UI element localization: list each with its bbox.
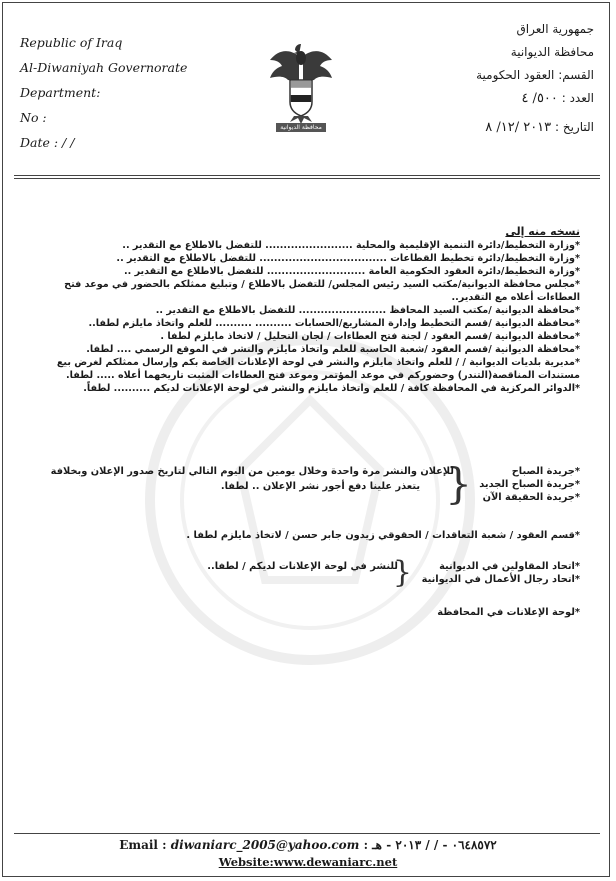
newspaper-item: *جريدة الحقيقة الآن [482,492,580,503]
distribution-heading: نسخه منه إلى [505,225,580,238]
footer-phone [364,838,497,852]
newspapers-note: يتعذر علينا دفع أجور نشر الإعلان .. لطفا. [220,481,420,492]
recipient-line: *الدوائر المركزية في المحافظة كافة / للعلم واتخاذ مايلزم والنشر في لوحة الإعلانات لديكم .......... لطفاً. [83,383,580,394]
header-ar-number-row [394,87,594,110]
newspaper-names [479,465,580,504]
union-names [422,560,580,586]
union-item: *اتحاد رجال الأعمال في الديوانية [421,574,580,585]
iraq-eagle-emblem-icon [268,38,334,128]
header-en-governorate: Al-Diwaniyah Governorate [20,60,188,75]
header-ar-date-label: التاريخ : [554,120,594,134]
recipient-line: *مديرية بلديات الديوانية / / للعلم واتخاذ مايلزم والنشر في لوحة الإعلانات الخاصة بكم وإرسال ممثلكم لغرض بيع مستندات المناقصة(التندر) وحضوركم في موعد المؤتمر وموعد فتح العطاءات المثبت تاريخهما أعلاه ..... لطفا. [56,357,580,381]
unions-group [40,555,580,590]
footer-phone-label: هـ : [363,838,383,852]
distribution-list [40,225,580,395]
footer-website: Website:www.dewaniarc.net [218,855,398,869]
footer-contact [0,838,616,852]
header-ar-number-label: العدد : [561,91,594,105]
recipient-line: *مجلس محافظة الديوانية/مكتب السيد رئيس المجلس/ للتفضل بالاطلاع / وتبليغ ممثلكم بالحضور في موعد فتح العطاءات أعلاه مع التقدير.. [64,279,580,303]
recipient-line: *محافظة الديوانية /مكتب السيد المحافظ ........................ للتفضل بالاطلاع مع التقدير .. [155,305,580,316]
unions-note: للنشر في لوحة الإعلانات لديكم / لطفا.. [207,561,398,572]
header-en-department: Department: [20,85,101,100]
newspapers-note: للإعلان والنشر مرة واحدة وخلال يومين من اليوم التالي لتاريخ صدور الإعلان وبخلافة [50,466,454,477]
contracts-line: *قسم العقود / شعبة التعاقدات / الحقوقي زيدون جابر حسن / لاتخاذ مايلزم لطفا . [186,530,580,541]
newspaper-item: *جريدة الصباح الجديد [479,479,580,490]
header-en-country: Republic of Iraq [20,35,123,50]
emblem-caption: محافظة الديوانية [276,123,326,132]
bulletin-board-line: *لوحة الإعلانات في المحافظة [437,607,580,618]
header-english [20,30,220,155]
newspapers-brace: { [445,459,472,508]
header-divider-top [14,175,600,176]
footer-phone-value: ٠٦٤٨٥٧٢ - / / ٢٠١٣ - [386,838,497,852]
unions-brace: { [392,555,412,590]
header-ar-number-value: ٥٠٠/ ٤ [521,91,558,106]
union-item: *اتحاد المقاولين في الديوانية [439,561,580,572]
header-en-number: No : [20,110,47,125]
header-arabic [394,18,594,139]
header-ar-date-value: ٢٠١٣ /١٢/ ٨ [485,120,552,135]
recipient-line: *محافظة الديوانية /قسم العقود /شعبة الحاسبة للعلم واتخاذ مايلزم والنشر في الموقع الرسمي .... لطفا. [86,344,580,355]
newspapers-group [40,459,580,513]
recipient-line: *وزارة التخطيط/دائرة العقود الحكومية العامة ........................... للتفضل بالاطلاع مع التقدير .. [123,266,580,277]
footer-email: diwaniarc_2005@yahoo.com [170,838,360,852]
footer-email-label: Email : [119,838,171,852]
header-ar-governorate: محافظة الديوانية [510,45,594,59]
newspaper-item: *جريدة الصباح [511,466,580,477]
header-en-date: Date : / / [20,135,75,150]
recipient-line: *محافظة الديوانية /قسم التخطيط وإدارة المشاريع/الحسابات .......... .......... للعلم واتخاذ مايلزم لطفا.. [88,318,580,329]
header-ar-date-row [394,116,594,139]
header-divider-bottom [14,178,600,179]
header-ar-department: القسم: العقود الحكومية [476,68,594,82]
recipient-line: *وزارة التخطيط/دائرة تخطيط القطاعات ................................... للتفضل بالاطلاع مع التقدير .. [116,253,580,264]
recipient-line: *وزارة التخطيط/دائرة التنمية الإقليمية والمحلية ........................ للتفضل بالاطلاع مع التقدير .. [122,240,580,251]
header-ar-country: جمهورية العراق [516,22,594,36]
footer-website-row [0,855,616,869]
footer-divider [14,833,600,834]
recipient-line: *محافظة الديوانية /قسم العقود / لجنة فتح العطاءات / لجان التحليل / لاتخاذ مايلزم لطفا . [160,331,580,342]
